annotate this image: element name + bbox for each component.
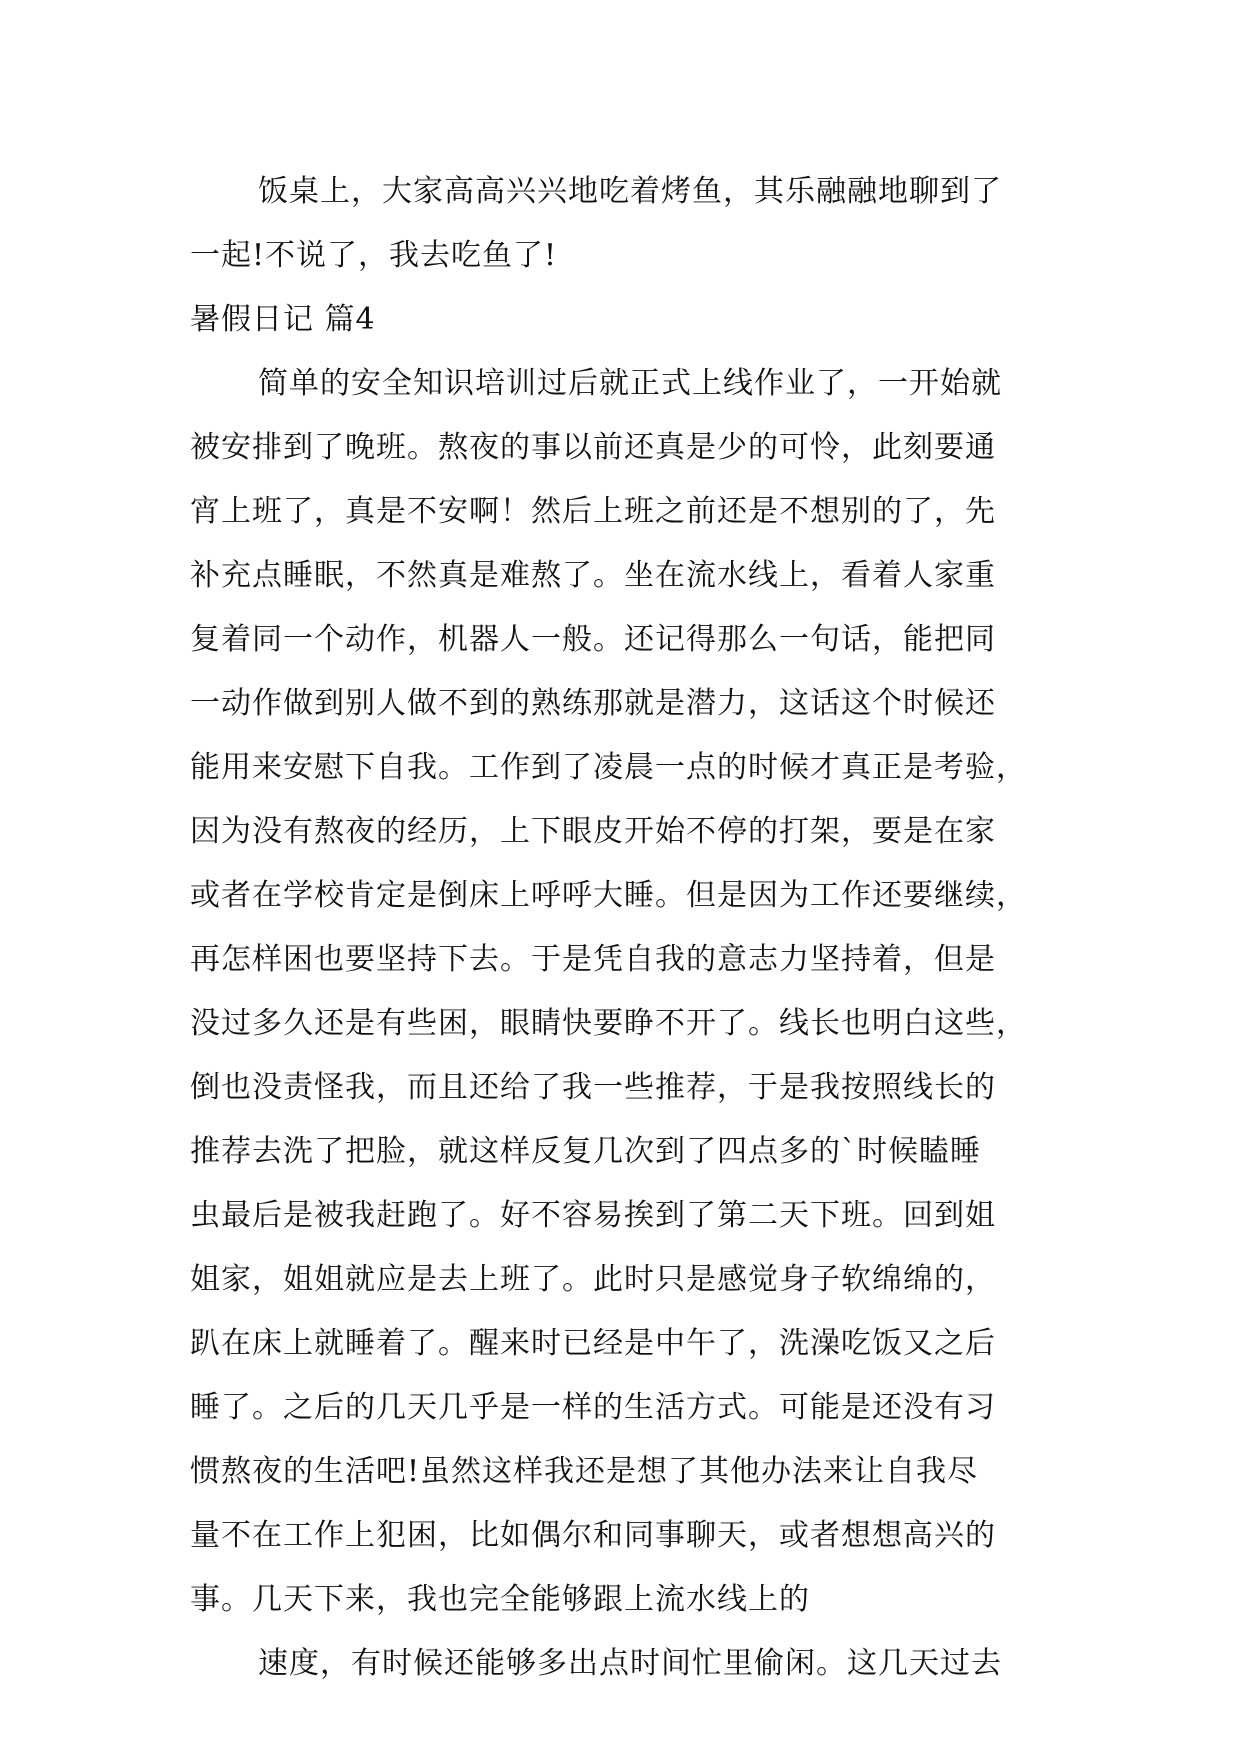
paragraph-line: 倒也没责怪我，而且还给了我一些推荐，于是我按照线长的 — [190, 1070, 996, 1105]
paragraph-line: 一起!不说了，我去吃鱼了! — [190, 238, 558, 273]
paragraph-line: 一动作做到别人做不到的熟练那就是潜力，这话这个时候还 — [190, 686, 996, 721]
paragraph-line: 没过多久还是有些困，眼睛快要睁不开了。线长也明白这些， — [190, 1006, 1027, 1041]
paragraph-line: 饭桌上，大家高高兴兴地吃着烤鱼，其乐融融地聊到了 — [258, 174, 1002, 209]
paragraph-line: 推荐去洗了把脸，就这样反复几次到了四点多的`时候瞌睡 — [190, 1134, 981, 1169]
paragraph-line: 简单的安全知识培训过后就正式上线作业了，一开始就 — [258, 366, 1002, 401]
paragraph-line: 复着同一个动作，机器人一般。还记得那么一句话，能把同 — [190, 622, 996, 657]
paragraph-line: 事。几天下来，我也完全能够跟上流水线上的 — [190, 1582, 810, 1617]
paragraph-line: 惯熬夜的生活吧!虽然这样我还是想了其他办法来让自我尽 — [190, 1454, 979, 1489]
paragraph-line: 被安排到了晚班。熬夜的事以前还真是少的可怜，此刻要通 — [190, 430, 996, 465]
paragraph-line: 补充点睡眠，不然真是难熬了。坐在流水线上，看着人家重 — [190, 558, 996, 593]
paragraph-line: 趴在床上就睡着了。醒来时已经是中午了，洗澡吃饭又之后 — [190, 1326, 996, 1361]
document-body — [190, 160, 1050, 1696]
paragraph-line: 速度，有时候还能够多出点时间忙里偷闲。这几天过去 — [258, 1646, 1002, 1681]
paragraph-line: 姐家，姐姐就应是去上班了。此时只是感觉身子软绵绵的， — [190, 1262, 996, 1297]
paragraph-line: 因为没有熬夜的经历，上下眼皮开始不停的打架，要是在家 — [190, 814, 996, 849]
section-heading: 暑假日记 篇4 — [190, 302, 376, 337]
paragraph-line: 睡了。之后的几天几乎是一样的生活方式。可能是还没有习 — [190, 1390, 996, 1425]
paragraph-line: 再怎样困也要坚持下去。于是凭自我的意志力坚持着，但是 — [190, 942, 996, 977]
paragraph-line: 量不在工作上犯困，比如偶尔和同事聊天，或者想想高兴的 — [190, 1518, 996, 1553]
paragraph-line: 能用来安慰下自我。工作到了凌晨一点的时候才真正是考验， — [190, 750, 1027, 785]
paragraph-line: 或者在学校肯定是倒床上呼呼大睡。但是因为工作还要继续， — [190, 878, 1027, 913]
paragraph-line: 虫最后是被我赶跑了。好不容易挨到了第二天下班。回到姐 — [190, 1198, 996, 1233]
paragraph-line: 宵上班了，真是不安啊！然后上班之前还是不想别的了，先 — [190, 494, 996, 529]
